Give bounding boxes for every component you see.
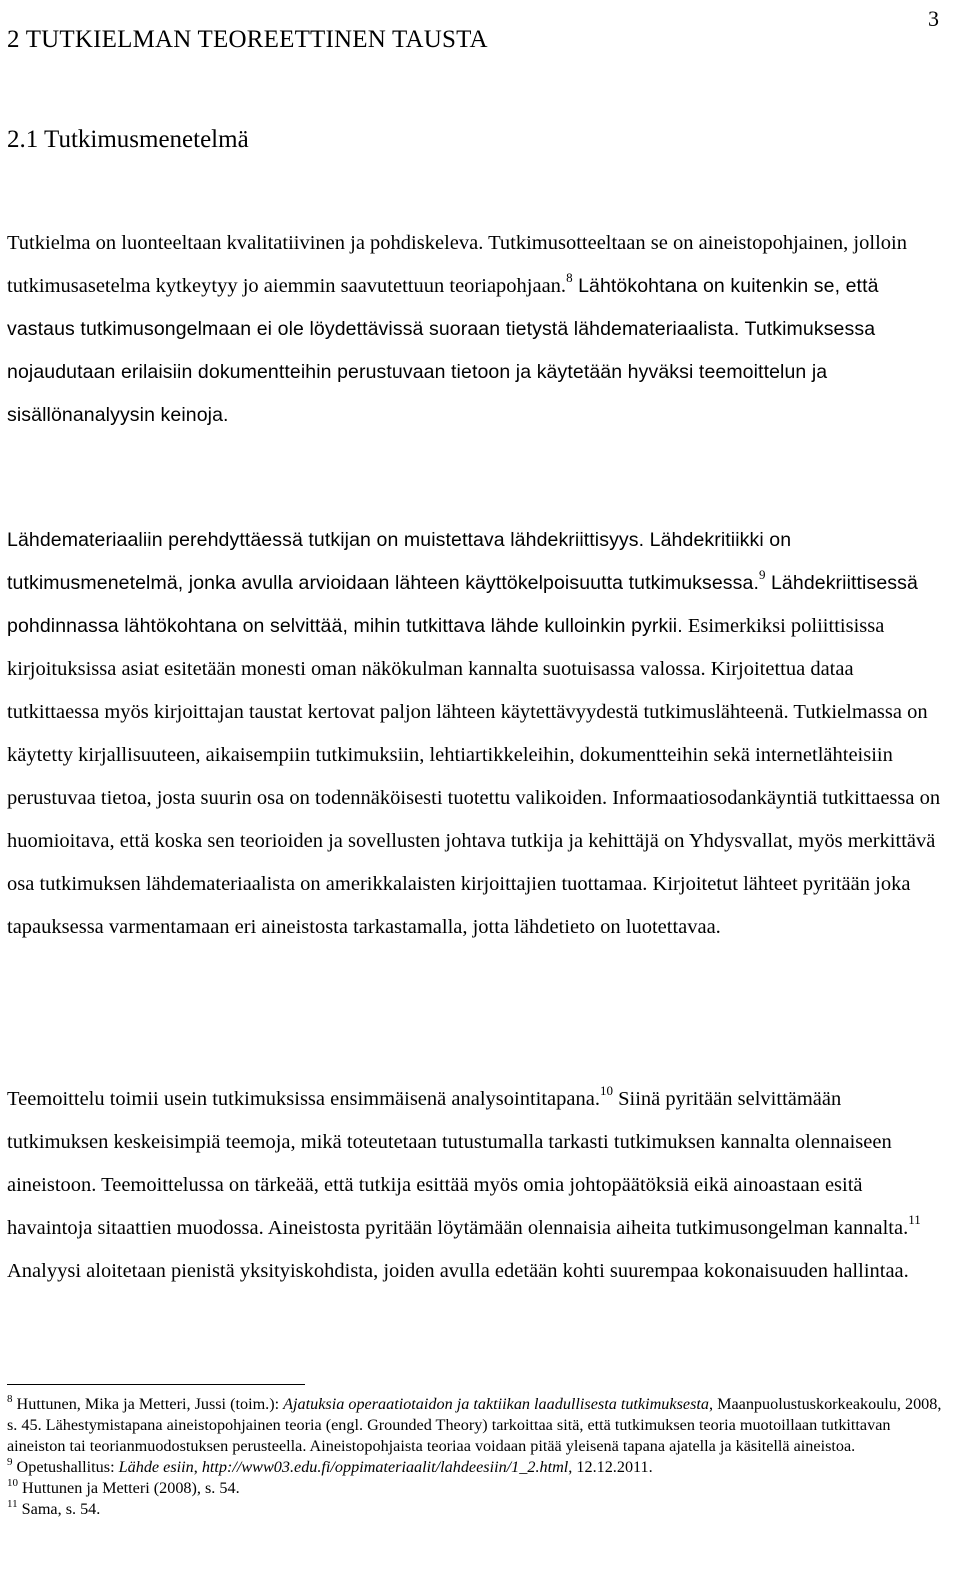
footnote-divider [7,1384,305,1385]
section-heading: 2.1 Tutkimusmenetelmä [7,126,249,153]
paragraph-text: Lähdemateriaaliin perehdyttäessä tutkijan on muistettava lähdekriittisyys. Lähdekritiikki on tutkimusmenetelmä, jonka avulla arvioidaan lähteen käyttökelpoisuutta tutkimuksessa. [7,529,792,594]
paragraph-text: Siinä pyritään selvittämään tutkimuksen keskeisimpiä teemoja, mikä toteutetaan tutustumalla tarkasti tutkimuksen kannalta olennaiseen aineistoon. Teemoittelussa on tärkeää, että tutkija esittää myös omia johtopäätöksiä eikä ainoastaan esitä havaintoja sitaattien muodossa. Aineistosta pyritään löytämään olennaisia aiheita tutkimusongelman kannalta. [7,1088,909,1239]
footnote-number: 9 [7,1456,13,1468]
footnote-number: 11 [7,1498,18,1510]
footnote-title: Lähde esiin [118,1458,194,1476]
paragraph-text: Analyysi aloitetaan pienistä yksityiskohdista, joiden avulla edetään kohti suurempaa kokonaisuuden hallintaa. [7,1260,909,1282]
footnote-ref[interactable]: 11 [908,1212,921,1227]
footnote-number: 8 [7,1393,13,1405]
footnote-text: Opetushallitus: [12,1458,119,1476]
paragraph-text: Teemoittelu toimii usein tutkimuksissa ensimmäisenä analysointitapana. [7,1088,600,1110]
footnote-title: Ajatuksia operaatiotaidon ja taktiikan laadullisesta tutkimuksesta [283,1395,709,1413]
footnote-11 [7,1499,947,1520]
chapter-heading: 2 TUTKIELMAN TEOREETTINEN TAUSTA [7,26,488,53]
footnote-text: Sama, s. 54. [17,1500,101,1518]
footnote-url[interactable]: http://www03.edu.fi/oppimateriaalit/lahdeesiin/1_2.html [201,1458,569,1476]
paragraph-text: Lähtökohtana on kuitenkin se, että vastaus tutkimusongelmaan ei ole löydettävissä suoraan tietystä lähdemateriaalista. Tutkimuksessa nojaudutaan erilaisiin dokumentteihin perustuvaan tietoon ja käytetään hyväksi teemoittelun ja sisällönanalyysin keinoja. [7,275,879,426]
footnote-text: , Maanpuolustuskorkeakoulu, 2008, s. 45. Lähestymistapana aineistopohjainen teoria (engl. Grounded Theory) tarkoittaa sitä, että tutkimuksen teoria muotoillaan tutkittavan aineiston tai teorianmuodostuksen perusteella. Aineistopohjaista teoriaa voidaan pitää yleisenä tapana ajatella ja käsitellä aineistoa. [7,1395,942,1455]
footnote-text: Huttunen ja Metteri (2008), s. 54. [18,1479,240,1497]
footnote-ref[interactable]: 10 [599,1083,613,1098]
footnotes [7,1394,947,1520]
paragraph-theming [7,1078,947,1293]
footnote-8 [7,1394,947,1457]
paragraph-source-criticism [7,519,947,949]
footnote-text: , 12.12.2011. [568,1458,653,1476]
page-number: 3 [928,6,939,31]
footnote-text: Huttunen, Mika ja Metteri, Jussi (toim.): [12,1395,284,1413]
paragraph-research-method [7,222,947,437]
paragraph-text: Lähdekriittisessä pohdinnassa lähtökohtana on selvittää, mihin tutkittava lähde kulloinkin pyrkii. [7,572,918,637]
paragraph-text: Tutkielma on luonteeltaan kvalitatiivinen ja pohdiskeleva. Tutkimusotteeltaan se on aineistopohjainen, jolloin tutkimusasetelma kytkeytyy jo aiemmin saavutettuun teoriapohjaan. [7,232,907,297]
paragraph-text: Esimerkiksi poliittisissa kirjoituksissa asiat esitetään monesti oman näkökulman kannalta suotuisassa valossa. Kirjoitettua dataa tutkittaessa myös kirjoittajan taustat kertovat paljon lähteen käytettävyydestä tutkimuslähteenä. Tutkielmassa on käytetty kirjallisuuteen, aikaisempiin tutkimuksiin, lehtiartikkeleihin, dokumentteihin sekä internetlähteisiin perustuvaa tietoa, josta suurin osa on todennäköisesti tuotettu valikoiden. Informaatiosodankäyntiä tutkittaessa on huomioitava, että koska sen teorioiden ja sovellusten johtava tutkija ja kehittäjä on Yhdysvallat, myös merkittävä osa tutkimuksen lähdemateriaalista on amerikkalaisten kirjoittajien tuottamaa. Kirjoitetut lähteet pyritään joka tapauksessa varmentamaan eri aineistosta tarkastamalla, jotta lähdetieto on luotettavaa. [7,615,941,938]
footnote-9 [7,1457,947,1478]
footnote-ref[interactable]: 9 [758,567,766,582]
footnote-text: , [193,1458,202,1476]
footnote-number: 10 [7,1477,18,1489]
footnote-ref[interactable]: 8 [566,270,573,285]
footnote-10 [7,1478,947,1499]
